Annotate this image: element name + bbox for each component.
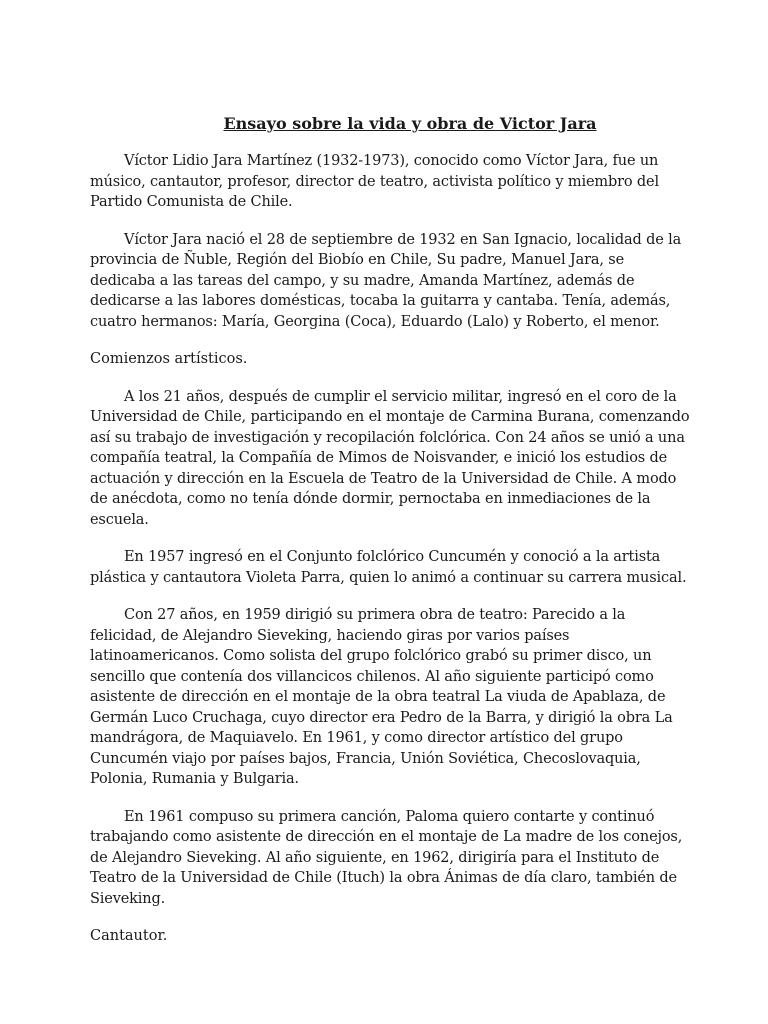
paragraph-intro: Víctor Lidio Jara Martínez (1932-1973), conocido como Víctor Jara, fue un músico, cantautor, profesor, director de teatro, activista político y miembro del Partido Comunista de Chile. — [90, 153, 659, 210]
section-heading-comienzos: Comienzos artísticos. — [90, 351, 248, 367]
paragraph-early-career: A los 21 años, después de cumplir el servicio militar, ingresó en el coro de la Universidad de Chile, participando en el montaje de Carmina Burana, comenzando así su trabajo de investigación y recopilación folclórica. Con 24 años se unió a una compañía teatral, la Compañía de Mimos de Noisvander, e inició los estudios de actuación y dirección en la Escuela de Teatro de la Universidad de Chile. A modo de anécdota, como no tenía dónde dormir, pernoctaba en inmediaciones de la escuela. — [90, 388, 690, 528]
section-heading-cantautor: Cantautor. — [90, 928, 168, 944]
paragraph-theatre-1959: Con 27 años, en 1959 dirigió su primera obra de teatro: Parecido a la felicidad, de Alejandro Sieveking, haciendo giras por varios países latinoamericanos. Como solista del grupo folclórico grabó su primer disco, un sencillo que contenía dos villancicos chilenos. Al año siguiente participó como asistente de dirección en el montaje de la obra teatral La viuda de Apablaza, de Germán Luco Cruchaga, cuyo director era Pedro de la Barra, y dirigió la obra La mandrágora, de Maquiavelo. En 1961, y como director artístico del grupo Cuncumén viajo por países bajos, Francia, Unión Soviética, Checoslovaquia, Polonia, Rumania y Bulgaria. — [90, 607, 673, 787]
paragraph-first-song: En 1961 compuso su primera canción, Paloma quiero contarte y continuó trabajando como asistente de dirección en el montaje de La madre de los conejos, de Alejandro Sieveking. Al año siguiente, en 1962, dirigiría para el Instituto de Teatro de la Universidad de Chile (Ituch) la obra Ánimas de día claro, también de Sieveking. — [90, 808, 683, 907]
paragraph-birth: Víctor Jara nació el 28 de septiembre de 1932 en San Ignacio, localidad de la provincia de Ñuble, Región del Biobío en Chile, Su padre, Manuel Jara, se dedicaba a las tareas del campo, y su madre, Amanda Martínez, además de dedicarse a las labores domésticas, tocaba la guitarra y cantaba. Tenía, además, cuatro hermanos: María, Georgina (Coca), Eduardo (Lalo) y Roberto, el menor. — [90, 231, 682, 330]
document-page — [90, 113, 690, 964]
document-title: Ensayo sobre la vida y obra de Victor Jara — [223, 114, 597, 133]
paragraph-cuncumen: En 1957 ingresó en el Conjunto folclórico Cuncumén y conoció a la artista plástica y cantautora Violeta Parra, quien lo animó a continuar su carrera musical. — [90, 549, 687, 586]
